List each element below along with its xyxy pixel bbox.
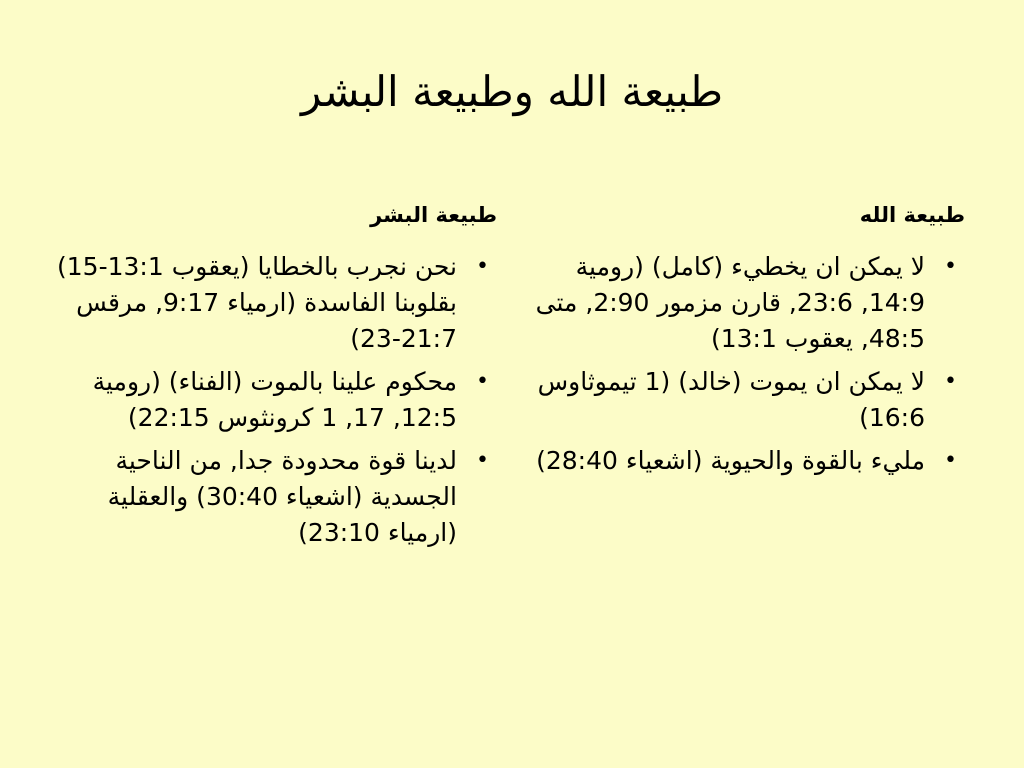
list-item — [515, 249, 965, 357]
list-item-text: لدينا قوة محدودة جدا, من الناحية الجسدية (اشعياء 30:40) والعقلية (ارمياء 23:10) — [107, 446, 457, 547]
point-list-god — [515, 249, 965, 479]
list-item-text: مليء بالقوة والحيوية (اشعياء 28:40) — [536, 446, 925, 475]
column-heading-humans: طبيعة البشر — [370, 203, 497, 227]
list-item-text: نحن نجرب بالخطايا (يعقوب 13:1-15) بقلوبنا الفاسدة (ارمياء 9:17, مرقس 21:7-23) — [57, 252, 457, 353]
list-item — [45, 249, 497, 357]
list-item-text: محكوم علينا بالموت (الفناء) (رومية 12:5, 17, 1 كرونثوس 22:15) — [92, 367, 457, 432]
slide-title: طبيعة الله وطبيعة البشر — [300, 67, 724, 116]
column-heading-god: طبيعة الله — [859, 203, 965, 227]
bullet-dot-icon: • — [944, 448, 957, 473]
bullet-dot-icon: • — [944, 254, 957, 279]
column-nature-of-god — [515, 195, 965, 486]
list-item — [515, 364, 965, 436]
list-item — [515, 443, 965, 479]
column-nature-of-humans — [45, 195, 497, 558]
bullet-dot-icon: • — [944, 369, 957, 394]
point-list-humans — [45, 249, 497, 551]
list-item-text: لا يمكن ان يخطيء (كامل) (رومية 14:9, 23:6, قارن مزمور 2:90, متى 48:5, يعقوب 13:1) — [535, 252, 925, 353]
bullet-dot-icon: • — [476, 448, 489, 473]
list-item — [45, 364, 497, 436]
bullet-dot-icon: • — [476, 254, 489, 279]
list-item — [45, 443, 497, 551]
list-item-text: لا يمكن ان يموت (خالد) (1 تيموثاوس 16:6) — [537, 367, 925, 432]
bullet-dot-icon: • — [476, 369, 489, 394]
